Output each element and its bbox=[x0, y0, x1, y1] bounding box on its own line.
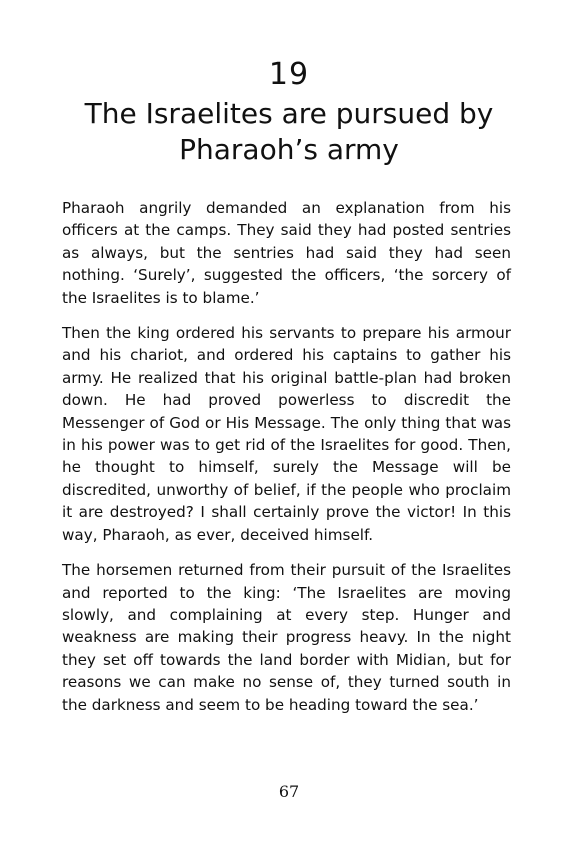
page-number: 67 bbox=[278, 782, 300, 801]
paragraph-3: The horsemen returned from their pursuit of the Israelites and reported to the king: ‘The Israelites are moving slowly, and complaining at every step. Hunger and weakness are making their progress heavy. In the night they set off towards the land border with Midian, but for reasons we can make no sense of, they turned south in the darkness and seem to be heading toward the sea.’ bbox=[62, 561, 511, 714]
paragraph-1: Pharaoh angrily demanded an explanation from his officers at the camps. They said they had posted sentries as always, but the sentries had said they had seen nothing. ‘Surely’, suggested the officers, ‘the sorcery of the Israelites is to blame.’ bbox=[62, 199, 511, 307]
chapter-number: 19 bbox=[268, 57, 310, 92]
chapter-title: The Israelites are pursued by Pharaoh’s army bbox=[84, 97, 494, 166]
paragraph-2: Then the king ordered his servants to prepare his armour and his chariot, and ordered his captains to gather his army. He realized that his original battle-plan had broken down. He had proved powerless to discredit the Messenger of God or His Message. The only thing that was in his power was to get rid of the Israelites for good. Then, he thought to himself, surely the Message will be discredited, unworthy of belief, if the people who proclaim it are destroyed? I shall certainly prove the victor! In this way, Pharaoh, as ever, deceived himself. bbox=[62, 324, 511, 544]
chapter-body bbox=[62, 197, 511, 729]
